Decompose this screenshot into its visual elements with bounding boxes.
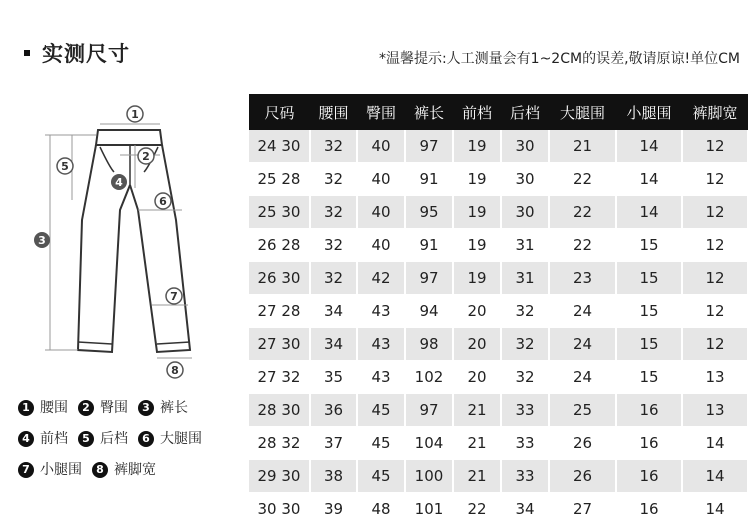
column-header: 后档 [501,94,549,130]
measurement-cell: 45 [357,394,405,427]
svg-text:7: 7 [170,290,178,303]
size-cell: 27 30 [249,328,310,361]
left-hem [78,342,112,344]
measurement-cell: 14 [616,196,682,229]
column-header: 臀围 [357,94,405,130]
measurement-cell: 16 [616,493,682,526]
right-leg-shape [130,145,190,352]
table-row [249,328,748,361]
svg-text:2: 2 [142,150,150,163]
measurement-cell: 32 [501,361,549,394]
table-header-row [249,94,748,130]
waistband-shape [96,130,162,145]
measurement-cell: 100 [405,460,453,493]
right-hem [157,342,190,344]
marker-4 [111,174,127,190]
measurement-cell: 97 [405,394,453,427]
svg-text:6: 6 [159,195,167,208]
column-header: 尺码 [249,94,310,130]
measurement-cell: 19 [453,163,501,196]
measurement-cell: 37 [310,427,357,460]
measurement-cell: 40 [357,229,405,262]
size-cell: 28 32 [249,427,310,460]
measurement-note: *温馨提示:人工测量会有1~2CM的误差,敬请原谅!单位CM [378,51,740,67]
measurement-cell: 35 [310,361,357,394]
legend-item-front-rise: 4 前档 [18,429,68,449]
column-header: 小腿围 [616,94,682,130]
measurement-cell: 12 [682,130,748,163]
svg-text:1: 1 [131,108,139,121]
measurement-cell: 40 [357,130,405,163]
column-header: 裤长 [405,94,453,130]
measurement-cell: 24 [549,361,616,394]
measurement-cell: 19 [453,262,501,295]
measurement-cell: 12 [682,196,748,229]
svg-text:4: 4 [115,176,123,189]
size-cell: 25 30 [249,196,310,229]
legend-item-hip: 2 臀围 [78,398,128,418]
measurement-cell: 14 [682,460,748,493]
size-cell: 25 28 [249,163,310,196]
measurement-cell: 15 [616,229,682,262]
svg-text:5: 5 [61,160,69,173]
measurement-cell: 14 [682,493,748,526]
table-row [249,460,748,493]
measurement-cell: 15 [616,295,682,328]
size-cell: 30 30 [249,493,310,526]
measurement-cell: 15 [616,361,682,394]
size-cell: 24 30 [249,130,310,163]
size-cell: 28 30 [249,394,310,427]
measurement-cell: 97 [405,262,453,295]
measurement-cell: 21 [549,130,616,163]
measurement-cell: 34 [310,328,357,361]
measurement-cell: 26 [549,460,616,493]
measurement-cell: 22 [549,163,616,196]
size-cell: 27 28 [249,295,310,328]
measurement-cell: 98 [405,328,453,361]
legend-item-hem: 8 裤脚宽 [92,460,156,480]
measurement-cell: 20 [453,361,501,394]
measurement-cell: 22 [549,229,616,262]
table-row [249,130,748,163]
measurement-cell: 38 [310,460,357,493]
measurement-cell: 91 [405,163,453,196]
column-header: 腰围 [310,94,357,130]
title-bullet [24,50,30,56]
table-row [249,361,748,394]
measurement-cell: 34 [501,493,549,526]
measurement-cell: 16 [616,460,682,493]
table-row [249,427,748,460]
measurement-cell: 12 [682,295,748,328]
measurement-cell: 12 [682,229,748,262]
measurement-cell: 32 [501,328,549,361]
legend-item-thigh: 6 大腿围 [138,429,202,449]
measurement-cell: 12 [682,328,748,361]
size-cell: 29 30 [249,460,310,493]
measurement-cell: 22 [453,493,501,526]
legend-row [18,460,248,480]
measurement-cell: 32 [501,295,549,328]
svg-text:3: 3 [38,234,46,247]
measurement-cell: 33 [501,427,549,460]
column-header: 裤脚宽 [682,94,748,130]
marker-5 [57,158,73,174]
column-header: 大腿围 [549,94,616,130]
table-row [249,229,748,262]
measurement-cell: 101 [405,493,453,526]
measurement-cell: 15 [616,262,682,295]
marker-8 [167,362,183,378]
measurement-cell: 45 [357,427,405,460]
measurement-cell: 31 [501,229,549,262]
measurement-cell: 16 [616,394,682,427]
legend-item-back-rise: 5 后档 [78,429,128,449]
measurement-cell: 94 [405,295,453,328]
legend-item-calf: 7 小腿围 [18,460,82,480]
measurement-cell: 48 [357,493,405,526]
measurement-cell: 15 [616,328,682,361]
page-title: 实测尺寸 [42,42,130,66]
measurement-cell: 24 [549,295,616,328]
measurement-cell: 43 [357,361,405,394]
measurement-cell: 36 [310,394,357,427]
measurement-cell: 33 [501,460,549,493]
measurement-cell: 32 [310,130,357,163]
svg-text:8: 8 [171,364,179,377]
pants-diagram [20,100,235,385]
measurement-cell: 20 [453,328,501,361]
marker-7 [166,288,182,304]
measurement-cell: 97 [405,130,453,163]
marker-1 [127,106,143,122]
legend-row [18,429,248,449]
measurement-cell: 20 [453,295,501,328]
measurement-cell: 30 [501,196,549,229]
table-row [249,163,748,196]
measurement-cell: 32 [310,163,357,196]
marker-2 [138,148,154,164]
size-cell: 27 32 [249,361,310,394]
measurement-cell: 45 [357,460,405,493]
measurement-cell: 26 [549,427,616,460]
measurement-cell: 102 [405,361,453,394]
measurement-cell: 32 [310,196,357,229]
table-row [249,295,748,328]
table-row [249,262,748,295]
legend-item-waist: 1 腰围 [18,398,68,418]
marker-3 [34,232,50,248]
table-row [249,196,748,229]
measurement-cell: 21 [453,460,501,493]
measurement-cell: 43 [357,328,405,361]
column-header: 前档 [453,94,501,130]
measurement-cell: 30 [501,163,549,196]
measurement-cell: 27 [549,493,616,526]
measurement-cell: 19 [453,229,501,262]
table-row [249,394,748,427]
measurement-cell: 19 [453,130,501,163]
measurement-cell: 25 [549,394,616,427]
measurement-cell: 43 [357,295,405,328]
measurement-cell: 32 [310,229,357,262]
measurement-cell: 13 [682,394,748,427]
measurement-cell: 31 [501,262,549,295]
measurement-cell: 95 [405,196,453,229]
size-table [249,94,749,526]
measurement-cell: 13 [682,361,748,394]
measurement-cell: 22 [549,196,616,229]
table-row [249,493,748,526]
left-pocket [100,147,114,172]
measurement-cell: 42 [357,262,405,295]
measurement-cell: 40 [357,163,405,196]
measurement-cell: 21 [453,427,501,460]
legend-item-length: 3 裤长 [138,398,188,418]
size-cell: 26 28 [249,229,310,262]
measurement-cell: 39 [310,493,357,526]
measurement-cell: 14 [616,163,682,196]
measurement-legend [18,398,248,491]
measurement-cell: 40 [357,196,405,229]
size-cell: 26 30 [249,262,310,295]
measurement-cell: 34 [310,295,357,328]
measurement-cell: 91 [405,229,453,262]
measurement-cell: 33 [501,394,549,427]
legend-row [18,398,248,418]
measurement-cell: 104 [405,427,453,460]
measurement-cell: 12 [682,163,748,196]
measurement-cell: 12 [682,262,748,295]
measurement-cell: 14 [616,130,682,163]
measurement-cell: 24 [549,328,616,361]
measurement-cell: 19 [453,196,501,229]
measurement-cell: 16 [616,427,682,460]
measurement-cell: 21 [453,394,501,427]
measurement-cell: 30 [501,130,549,163]
marker-6 [155,193,171,209]
measurement-cell: 32 [310,262,357,295]
measurement-cell: 23 [549,262,616,295]
measurement-cell: 14 [682,427,748,460]
